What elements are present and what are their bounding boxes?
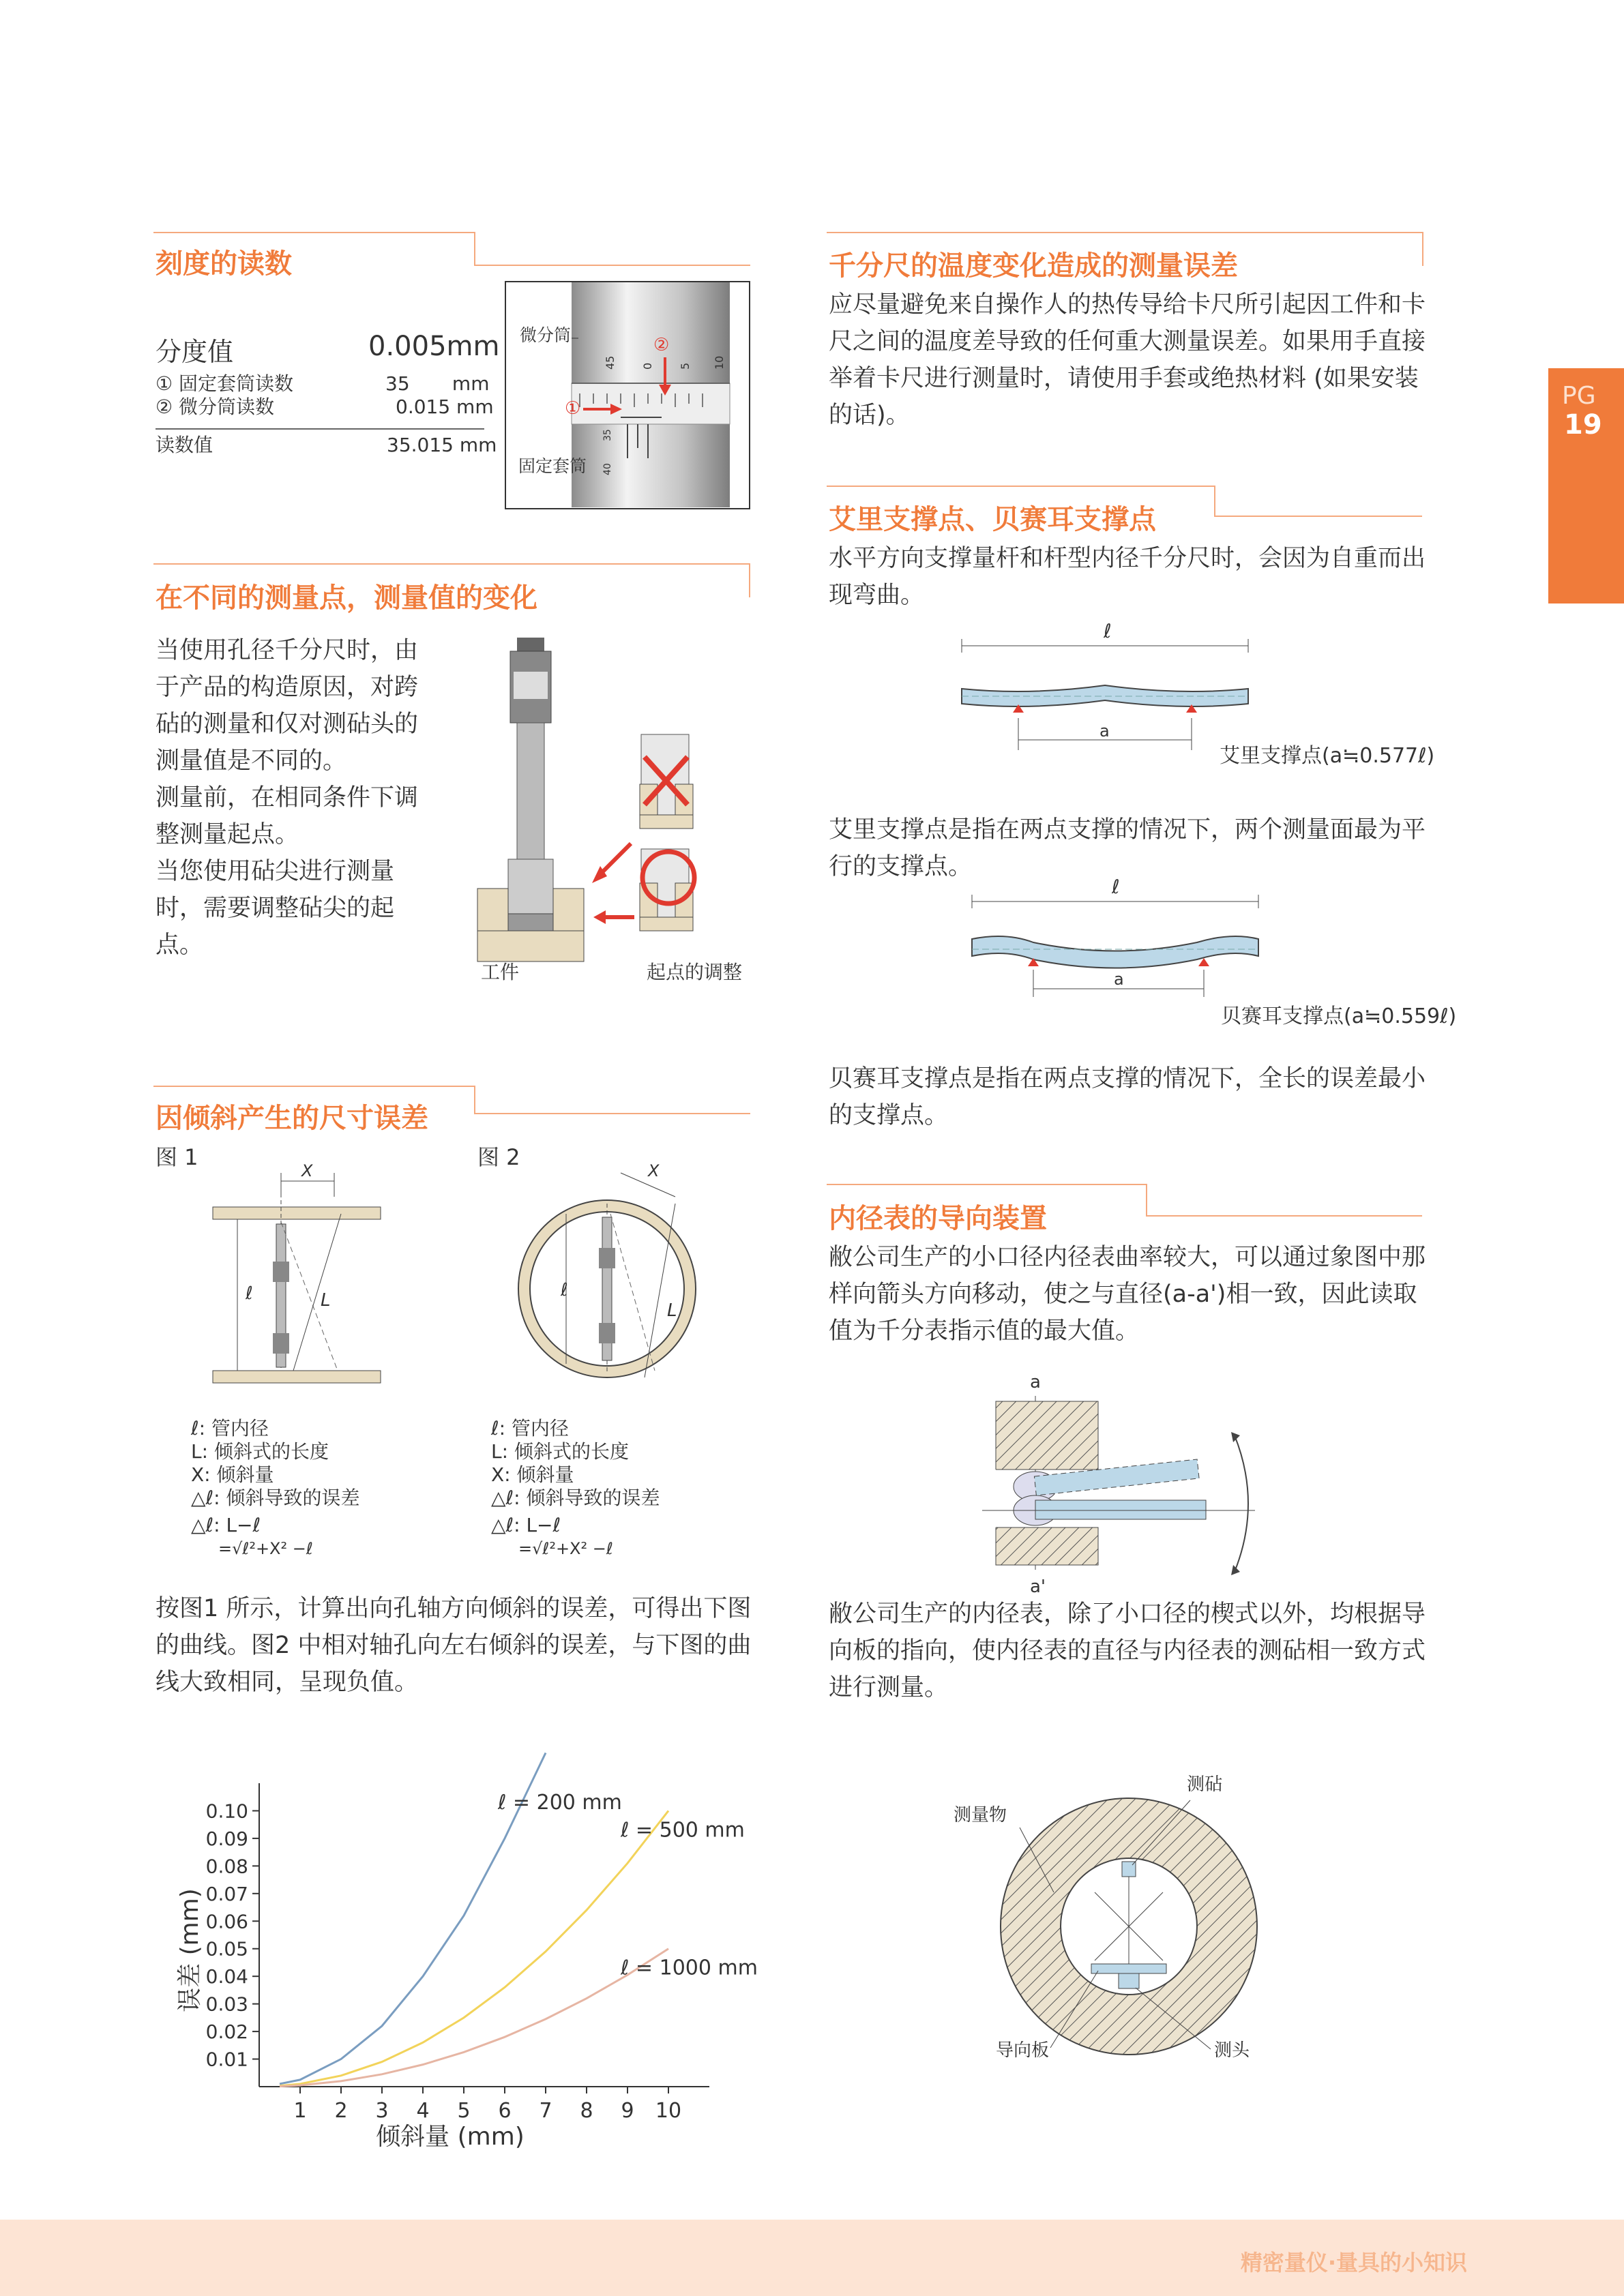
reading-row-value: 0.015 mm — [396, 396, 494, 418]
y-tick-label: 0.02 — [205, 2021, 248, 2044]
l-symbol: ℓ — [1104, 620, 1112, 642]
legend-row — [191, 1487, 359, 1510]
thimble-tick: 45 — [604, 355, 617, 370]
x-tick-label: 10 — [655, 2099, 682, 2123]
y-tick-label: 0.09 — [205, 1827, 248, 1850]
x-tick-label: 6 — [498, 2099, 512, 2123]
legend-row — [491, 1463, 660, 1487]
bessel-caption: 贝赛耳支撑点(a≒0.559ℓ) — [1221, 1004, 1457, 1028]
figure-1-label: 图 1 — [156, 1144, 198, 1170]
legend-text: 倾斜导致的误差 — [226, 1487, 360, 1509]
thimble-label: 微分筒 — [520, 325, 572, 345]
legend-text: 倾斜量 — [516, 1463, 574, 1486]
section-title-temperature: 千分尺的温度变化造成的测量误差 — [829, 250, 1238, 282]
legend-sym: L: — [491, 1440, 509, 1463]
anvil-label: 测砧 — [1187, 1774, 1223, 1795]
section-rule — [1422, 232, 1425, 266]
y-tick-label: 0.04 — [205, 1965, 248, 1988]
sleeve-tick: 40 — [602, 463, 613, 475]
L-symbol: L — [667, 1300, 677, 1321]
section-rule — [1146, 1184, 1149, 1216]
section-title-measure-points: 在不同的测量点，测量值的变化 — [156, 582, 537, 614]
x-tick-label: 4 — [416, 2099, 430, 2123]
legend-row — [191, 1514, 359, 1537]
micrometer-reading-figure — [505, 281, 750, 509]
paragraph: 当您使用砧尖进行测量时，需要调整砧尖的起点。 — [156, 858, 395, 959]
tilt-figure-2 — [518, 1152, 730, 1391]
guide-plate-label: 导向板 — [996, 2040, 1050, 2061]
reading-row-label: 分度值 — [156, 337, 234, 367]
x-tick-label: 7 — [539, 2099, 552, 2123]
page-number: 19 — [1564, 409, 1602, 441]
section-title-guide: 内径表的导向装置 — [829, 1203, 1047, 1234]
footer-bar — [0, 2220, 1624, 2296]
y-tick-label: 0.01 — [205, 2048, 248, 2071]
bessel-support-figure — [965, 874, 1265, 1004]
legend-sym: X: — [491, 1463, 511, 1486]
footer-text: 精密量仪·量具的小知识 — [1240, 2250, 1467, 2276]
formula: =√ℓ²+X² −ℓ — [518, 1539, 613, 1558]
legend-row — [491, 1487, 660, 1510]
divider — [156, 428, 484, 430]
l-symbol: ℓ — [1112, 876, 1120, 898]
object-label: 测量物 — [954, 1805, 1007, 1825]
series-label: ℓ = 1000 mm — [621, 1956, 758, 1980]
a-symbol: a — [1099, 721, 1110, 741]
thimble-tick: 0 — [641, 362, 654, 370]
airy-support-figure — [955, 617, 1255, 754]
legend-text: 倾斜式的长度 — [213, 1440, 329, 1463]
y-tick-label: 0.06 — [205, 1910, 248, 1933]
workpiece-label: 工件 — [481, 961, 520, 983]
support-paragraph: 水平方向支撑量杆和杆型内径千分尺时，会因为自重而出现弯曲。 — [829, 545, 1426, 609]
legend-sym: L: — [191, 1440, 209, 1463]
probe-label: 测头 — [1214, 2040, 1250, 2061]
legend-row — [491, 1440, 660, 1463]
section-rule — [153, 232, 474, 233]
y-tick-label: 0.05 — [205, 1937, 248, 1960]
legend-text: 管内径 — [511, 1417, 569, 1440]
legend-sym: △ℓ: — [191, 1514, 220, 1536]
section-rule — [827, 1184, 1147, 1185]
section-rule — [749, 563, 752, 597]
x-tick-label: 2 — [334, 2099, 348, 2123]
x-tick-label: 3 — [375, 2099, 389, 2123]
paragraph: 当使用孔径千分尺时，由于产品的构造原因，对跨砧的测量和仅对测砧头的测量值是不同的。 — [156, 637, 419, 775]
legend-row — [191, 1417, 359, 1440]
sleeve-label: 固定套筒 — [518, 456, 587, 476]
l-symbol: ℓ — [246, 1283, 253, 1304]
bessel-text: 贝赛耳支撑点是指在两点支撑的情况下，全长的误差最小的支撑点。 — [829, 1065, 1426, 1129]
x-tick-label: 5 — [457, 2099, 471, 2123]
tilt-error-chart — [171, 1766, 758, 2162]
tilt-paragraph: 按图1 所示，计算出向孔轴方向倾斜的误差，可得出下图的曲线。图2 中相对轴孔向左右倾斜的误差，与下图的曲线大致相同，呈现负值。 — [156, 1595, 752, 1696]
a-label: a — [1030, 1372, 1041, 1392]
section-title-reading: 刻度的读数 — [156, 248, 292, 280]
thimble-tick: 5 — [679, 362, 692, 370]
tilt-legend-right — [491, 1417, 660, 1560]
tilt-legend-left — [191, 1417, 359, 1560]
legend-text: L−ℓ — [226, 1514, 261, 1536]
section-rule — [474, 265, 750, 266]
legend-sym: △ℓ: — [491, 1487, 520, 1509]
section-rule — [1146, 1215, 1422, 1217]
guide-paragraph-1: 敝公司生产的小口径内径表曲率较大，可以通过象图中那样向箭头方向移动，使之与直径(a-a')相一致，因此读取值为千分表指示值的最大值。 — [829, 1244, 1426, 1345]
reading-row-value: 35.015 mm — [387, 434, 497, 456]
legend-text: 管内径 — [211, 1417, 269, 1440]
formula: =√ℓ²+X² −ℓ — [218, 1539, 313, 1558]
x-tick-label: 1 — [293, 2099, 307, 2123]
section-rule — [153, 563, 750, 565]
ring-gauge-figure — [948, 1770, 1289, 2070]
marker-2: ② — [653, 335, 670, 355]
series-label: ℓ = 200 mm — [498, 1791, 622, 1815]
section-rule — [474, 1086, 477, 1114]
chart-lines — [280, 1753, 758, 2087]
legend-sym: △ℓ: — [491, 1514, 520, 1536]
tilt-figure-1 — [205, 1146, 389, 1388]
figure-2-label: 图 2 — [477, 1144, 520, 1170]
series-line — [280, 1810, 668, 2085]
legend-row — [191, 1440, 359, 1463]
L-symbol: L — [321, 1290, 331, 1311]
bore-micrometer-figure — [471, 631, 757, 989]
y-tick-label: 0.03 — [205, 1993, 248, 2016]
marker-1: ① — [565, 398, 581, 419]
guide-figure — [982, 1367, 1269, 1599]
guide-paragraph-2: 敝公司生产的内径表，除了小口径的楔式以外，均根据导向板的指向，使内径表的直径与内径表的测砧相一致方式进行测量。 — [829, 1600, 1426, 1701]
sleeve-tick: 35 — [602, 429, 613, 441]
section-rule — [474, 232, 477, 266]
y-tick-label: 0.07 — [205, 1882, 248, 1905]
y-tick-label: 0.10 — [205, 1800, 248, 1823]
paragraph: 测量前，在相同条件下调整测量起点。 — [156, 784, 419, 848]
legend-text: 倾斜量 — [216, 1463, 274, 1486]
section-rule — [1214, 486, 1217, 516]
a-symbol: a — [1114, 970, 1124, 989]
x-tick-label: 9 — [621, 2099, 634, 2123]
legend-sym: △ℓ: — [191, 1487, 220, 1509]
chart-ylabel: 误差 (mm) — [176, 1888, 204, 2012]
reading-row-label: ② 微分筒读数 — [156, 396, 275, 418]
section-rule — [827, 232, 1423, 233]
page-tab-label: PG — [1562, 382, 1596, 410]
legend-sym: ℓ: — [191, 1417, 205, 1440]
legend-sym: X: — [191, 1463, 211, 1486]
x-symbol: X — [301, 1161, 313, 1180]
reading-row-value: 0.005mm — [368, 331, 500, 362]
x-tick-label: 8 — [580, 2099, 593, 2123]
legend-row — [491, 1514, 660, 1537]
temperature-paragraph: 应尽量避免来自操作人的热传导给卡尺所引起因工件和卡尺之间的温度差导致的任何重大测量误差。如果用手直接举着卡尺进行测量时，请使用手套或绝热材料 (如果安装的话)。 — [829, 291, 1426, 429]
legend-text: L−ℓ — [526, 1514, 561, 1536]
chart-xlabel: 倾斜量 (mm) — [376, 2123, 525, 2151]
series-line — [280, 1949, 668, 2087]
section-title-support: 艾里支撑点、贝赛耳支撑点 — [829, 504, 1156, 535]
x-symbol: X — [648, 1161, 660, 1180]
section-rule — [827, 486, 1215, 487]
thimble-tick: 10 — [713, 355, 726, 370]
adjust-label: 起点的调整 — [647, 961, 743, 983]
airy-caption: 艾里支撑点(a≒0.577ℓ) — [1220, 744, 1435, 768]
l-symbol: ℓ — [561, 1280, 568, 1300]
legend-row — [191, 1463, 359, 1487]
legend-sym: ℓ: — [491, 1417, 505, 1440]
series-label: ℓ = 500 mm — [621, 1818, 745, 1843]
reading-row-label: ① 固定套筒读数 — [156, 372, 294, 395]
section-title-tilt: 因倾斜产生的尺寸误差 — [156, 1103, 428, 1134]
section-rule — [1214, 516, 1422, 517]
reading-row-label: 读数值 — [156, 434, 213, 456]
airy-text: 艾里支撑点是指在两点支撑的情况下，两个测量面最为平行的支撑点。 — [829, 816, 1426, 880]
section-rule — [474, 1113, 750, 1114]
legend-text: 倾斜式的长度 — [514, 1440, 629, 1463]
section-rule — [153, 1086, 474, 1087]
legend-text: 倾斜导致的误差 — [526, 1487, 660, 1509]
y-tick-label: 0.08 — [205, 1855, 248, 1878]
legend-row — [491, 1417, 660, 1440]
reading-row-value: 35 mm — [385, 372, 490, 395]
a2-label: a' — [1030, 1577, 1046, 1597]
